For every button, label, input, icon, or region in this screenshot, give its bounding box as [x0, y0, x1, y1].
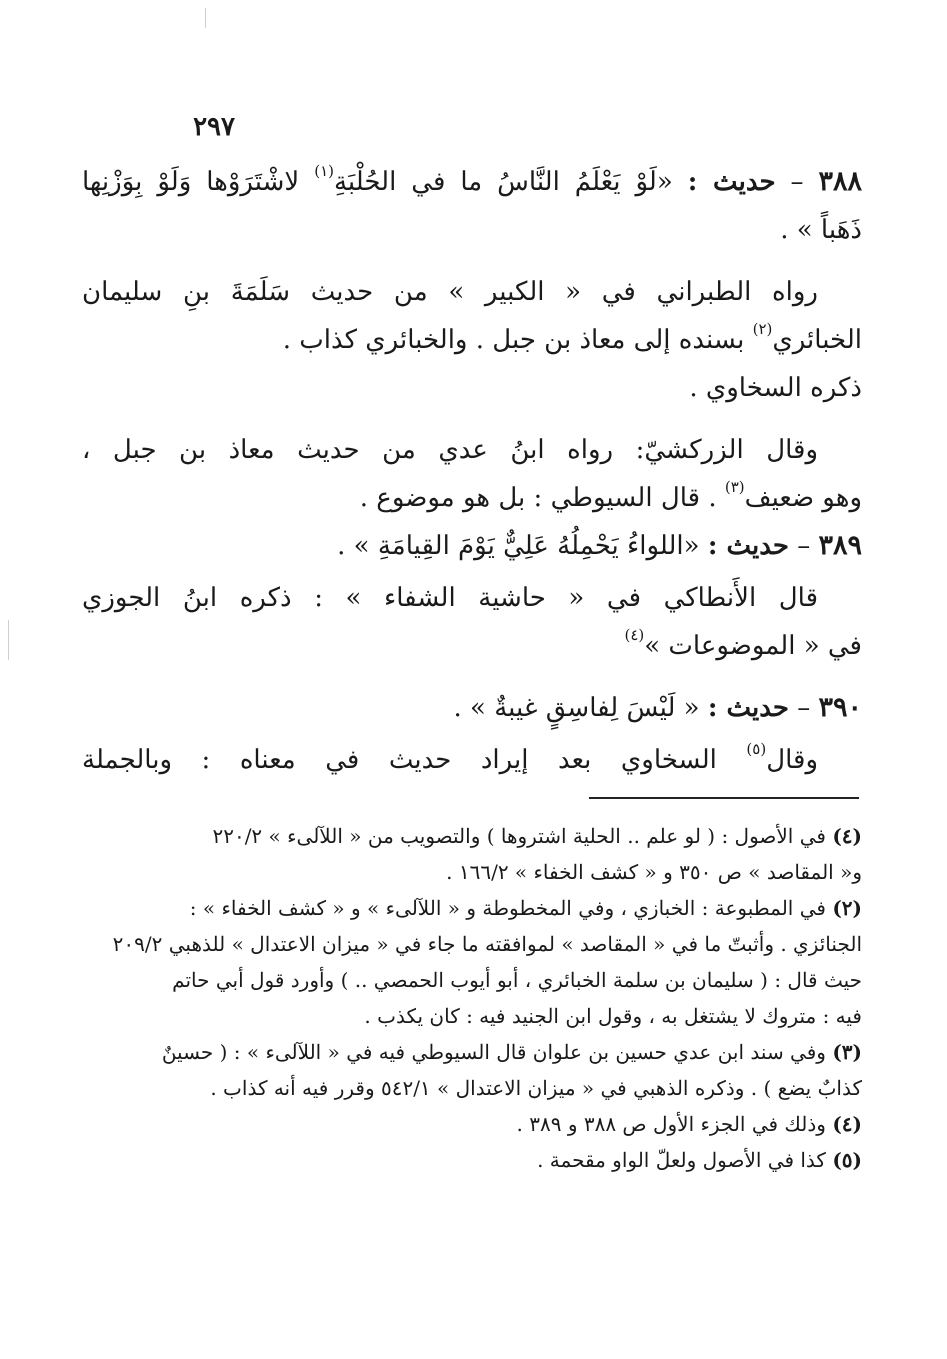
commentary-line — [82, 316, 862, 364]
commentary-line — [82, 622, 862, 670]
hadith-entry-388 — [82, 158, 862, 254]
commentary-line — [82, 736, 862, 784]
entry-dash: – — [788, 693, 819, 723]
entry-number: ٣٩٠ — [818, 692, 862, 723]
commentary-line: ذكره السخاوي . — [689, 373, 862, 403]
commentary-paragraph — [82, 574, 862, 670]
footnote-text: في الأصول : ( لو علم .. الحلية اشتروها ) والتصويب من « اللآلىء » ٢٢٠/٢ — [212, 824, 833, 848]
commentary-line — [82, 474, 862, 522]
footnote-text: في المطبوعة : الخبازي ، وفي المخطوطة و « اللآلىء » و « كشف الخفاء » : — [189, 896, 833, 920]
footnote-line: فيه : متروك لا يشتغل به ، وقول ابن الجنيد فيه : كان يكذب . — [364, 1004, 862, 1028]
entry-keyword: حديث : — [707, 693, 789, 723]
footnotes — [87, 818, 862, 1178]
entry-dash: – — [775, 167, 819, 197]
commentary-line: قال الأَنطاكي في « حاشية الشفاء » : ذكره ابنُ الجوزي — [82, 583, 818, 613]
entry-line — [82, 684, 862, 732]
commentary-text: وهو ضعيف — [744, 483, 862, 513]
scan-artifact — [205, 8, 206, 28]
footnote-line — [87, 818, 862, 854]
footnote-text: وفي سند ابن عدي حسين بن علوان قال السيوطي فيه في « اللآلىء » : ( حسينٌ — [161, 1040, 833, 1064]
main-text — [82, 158, 862, 784]
footnote-ref: (٥) — [746, 740, 767, 758]
commentary-line: وقال الزركشيّ: رواه ابنُ عدي من حديث معاذ بن جبل ، — [82, 435, 818, 465]
entry-keyword: حديث : — [687, 167, 776, 197]
footnote-line — [87, 1034, 862, 1070]
footnote-ref: (٣) — [724, 478, 745, 496]
footnote-3 — [87, 1034, 862, 1106]
hadith-text: «اللواءُ يَحْمِلُهُ عَلِيٌّ يَوْمَ القِيامَةِ » . — [337, 531, 708, 561]
hadith-text: «لَوْ يَعْلَمُ النَّاسُ ما في الحُلْبَةِ — [333, 167, 688, 197]
entry-line — [82, 522, 862, 570]
page-number: ٢٩٧ — [193, 112, 235, 142]
entry-line — [82, 158, 862, 206]
footnote-line — [87, 1142, 862, 1178]
footnote-number: (٢) — [832, 896, 862, 920]
footnote-line: و« المقاصد » ص ٣٥٠ و « كشف الخفاء » ١٦٦/٢ . — [446, 860, 862, 884]
footnote-2 — [87, 890, 862, 1034]
commentary-text: وقال — [766, 745, 818, 775]
footnote-number: (٤) — [832, 824, 862, 848]
entry-line: ذَهَباً » . — [780, 215, 862, 245]
entry-keyword: حديث : — [707, 531, 789, 561]
footnote-ref: (٤) — [624, 626, 645, 644]
footnote-line: الجنائزي . وأثبتّ ما في « المقاصد » لموافقته ما جاء في « ميزان الاعتدال » للذهبي ٢٠٩/٢ — [112, 932, 862, 956]
commentary-paragraph — [82, 736, 862, 784]
commentary-paragraph — [82, 426, 862, 522]
footnote-number: (٤) — [832, 1112, 862, 1136]
commentary-text: السخاوي بعد إيراد حديث في معناه : وبالجملة — [82, 745, 747, 775]
footnote-1 — [87, 818, 862, 890]
footnote-line — [87, 1106, 862, 1142]
commentary-text: . قال السيوطي : بل هو موضوع . — [359, 483, 725, 513]
scan-artifact — [8, 620, 9, 660]
footnote-text: كذا في الأصول ولعلّ الواو مقحمة . — [537, 1148, 833, 1172]
entry-number: ٣٨٨ — [818, 166, 863, 197]
hadith-entry-389 — [82, 522, 862, 570]
commentary-text: بسنده إلى معاذ بن جبل . والخبائري كذاب . — [282, 325, 753, 355]
footnote-4 — [87, 1106, 862, 1142]
entry-number: ٣٨٩ — [818, 530, 862, 561]
footnote-number: (٣) — [832, 1040, 862, 1064]
footnote-ref: (١) — [314, 162, 334, 180]
footnote-number: (٥) — [832, 1148, 862, 1172]
footnote-ref: (٢) — [752, 320, 773, 338]
commentary-paragraph — [82, 268, 862, 412]
footnote-line: حيث قال : ( سليمان بن سلمة الخبائري ، أبو أيوب الحمصي .. ) وأورد قول أبي حاتم — [172, 968, 862, 992]
hadith-entry-390 — [82, 684, 862, 732]
hadith-text: لاشْتَرَوْها وَلَوْ بِوَزْنِها — [82, 167, 315, 197]
commentary-text: في « الموضوعات » — [644, 631, 862, 661]
commentary-text: الخبائري — [772, 325, 862, 355]
footnote-separator — [589, 797, 859, 799]
footnote-line: كذابٌ يضع ) . وذكره الذهبي في « ميزان الاعتدال » ٥٤٢/١ وقرر فيه أنه كذاب . — [210, 1076, 862, 1100]
footnote-line — [87, 890, 862, 926]
footnote-5 — [87, 1142, 862, 1178]
footnote-text: وذلك في الجزء الأول ص ٣٨٨ و ٣٨٩ . — [516, 1112, 833, 1136]
commentary-line: رواه الطبراني في « الكبير » من حديث سَلَمَةَ بنِ سليمان — [82, 277, 818, 307]
hadith-text: « لَيْسَ لِفاسِقٍ غيبةٌ » . — [453, 693, 708, 723]
entry-dash: – — [788, 531, 819, 561]
